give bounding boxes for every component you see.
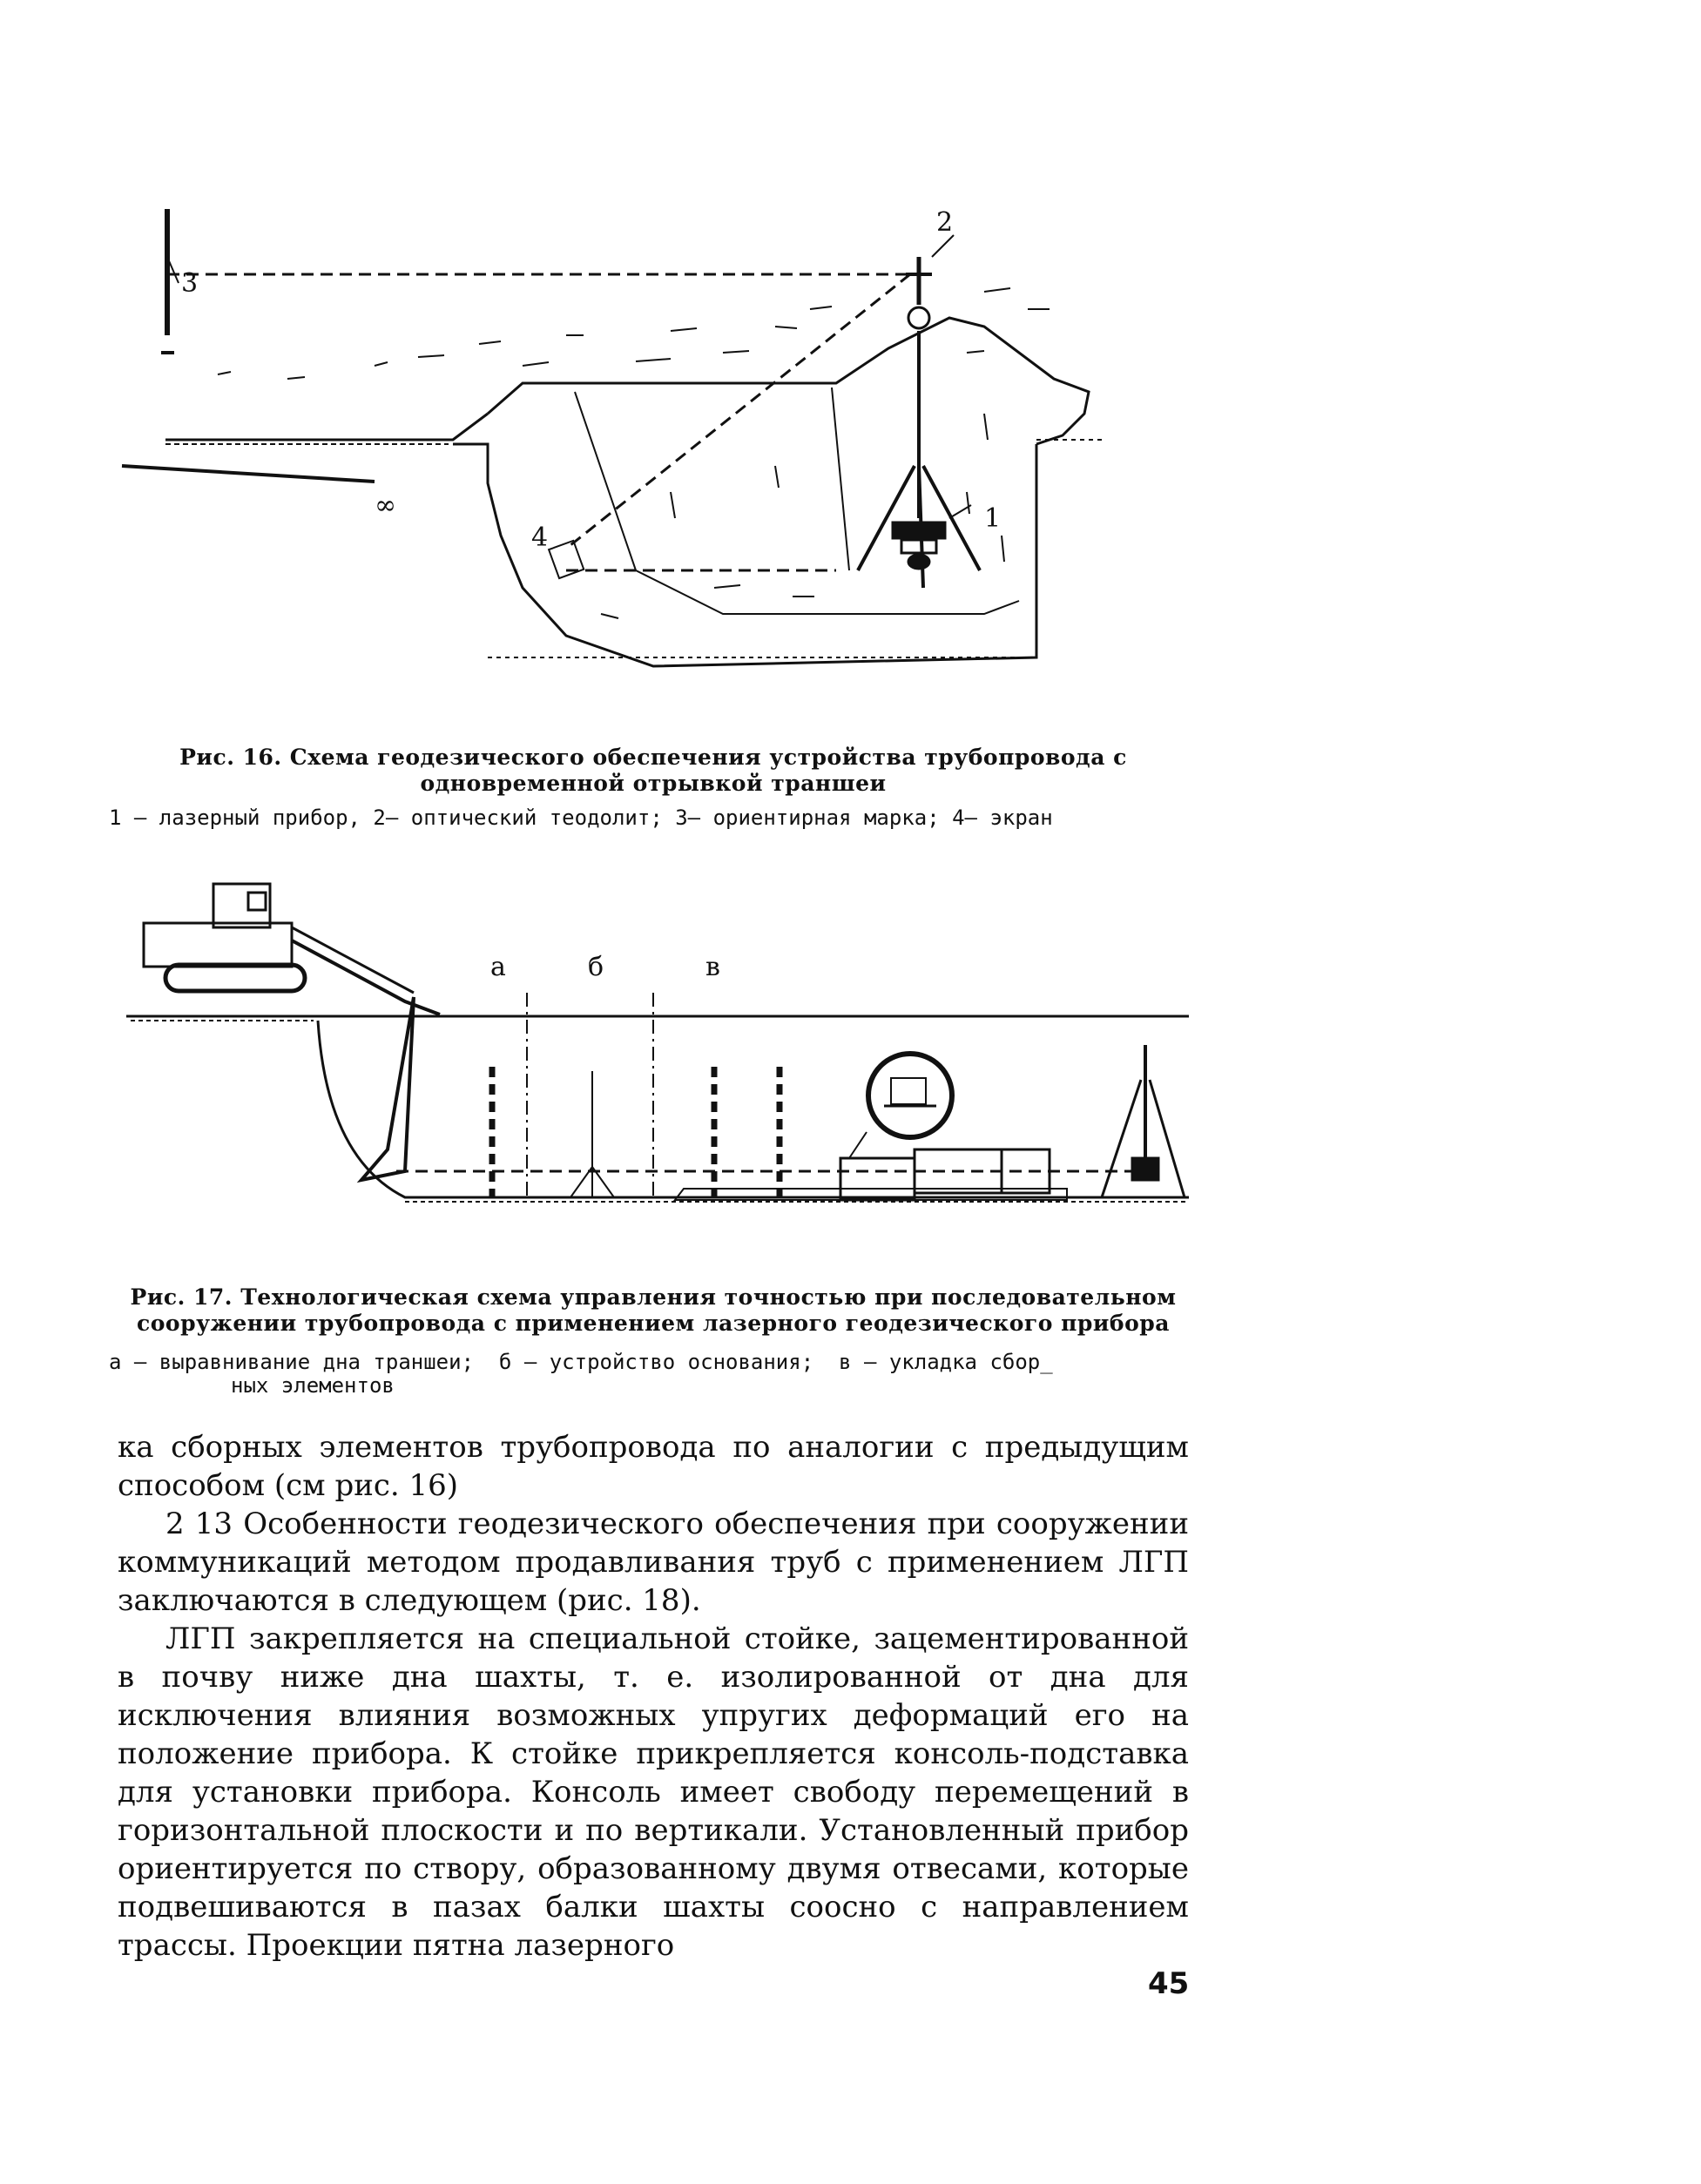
fig17-label-c: в bbox=[705, 952, 720, 982]
figure-17 bbox=[118, 871, 1198, 1254]
paragraph-1: ка сборных элементов трубопровода по аналогии с предыдущим способом (см рис. 16) bbox=[118, 1430, 1189, 1503]
figure-17-caption-legend-line1: а — выравнивание дна траншеи; б — устройство основания; в — укладка сбор_ bbox=[109, 1350, 1053, 1374]
figure-17-drawing bbox=[118, 871, 1198, 1254]
paragraph-3: ЛГП закрепляется на специальной стойке, зацементированной в почву ниже дна шахты, т. е. изолированной от дна для исключения влияния возможных упругих деформаций его на положение прибора. К стойке прикрепляется консоль-подставка для установки прибора. Консоль имеет свободу перемещений в горизонтальной плоскости и по вертикали. Установленный прибор ориентируется по створу, образованному двумя отвесами, которые подвешиваются в пазах балки шахты соосно с направлением трассы. Проекции пятна лазерного bbox=[118, 1621, 1189, 1963]
fig16-label-5: ∞ bbox=[375, 490, 396, 521]
figure-16-drawing bbox=[113, 205, 1115, 701]
fig16-label-2: 2 bbox=[936, 207, 954, 238]
fig17-label-b: б bbox=[588, 952, 604, 982]
figure-16-caption-legend: 1 — лазерный прибор, 2— оптический теодолит; 3— ориентирная марка; 4— экран bbox=[109, 806, 1053, 830]
paragraph-2: 2 13 Особенности геодезического обеспечения при сооружении коммуникаций методом продавливания труб с применением ЛГП заключаются в следующем (рис. 18). bbox=[118, 1507, 1189, 1618]
figure-16 bbox=[113, 205, 1115, 701]
body-text bbox=[118, 1428, 1189, 1965]
fig17-label-a: а bbox=[490, 952, 506, 982]
fig16-label-3: 3 bbox=[181, 268, 199, 299]
page-number: 45 bbox=[1148, 1966, 1190, 2001]
figure-17-caption-legend-line2: ных элементов bbox=[231, 1373, 395, 1398]
figure-16-caption-title: Рис. 16. Схема геодезического обеспечения устройства трубопровода с одновременной отрывкой траншеи bbox=[179, 745, 1127, 796]
figure-17-caption-title: Рис. 17. Технологическая схема управления точностью при последовательном сооружении трубопровода с применением лазерного геодезического прибора bbox=[130, 1284, 1177, 1336]
fig16-label-4: 4 bbox=[531, 522, 549, 553]
fig16-label-1: 1 bbox=[984, 503, 1002, 534]
